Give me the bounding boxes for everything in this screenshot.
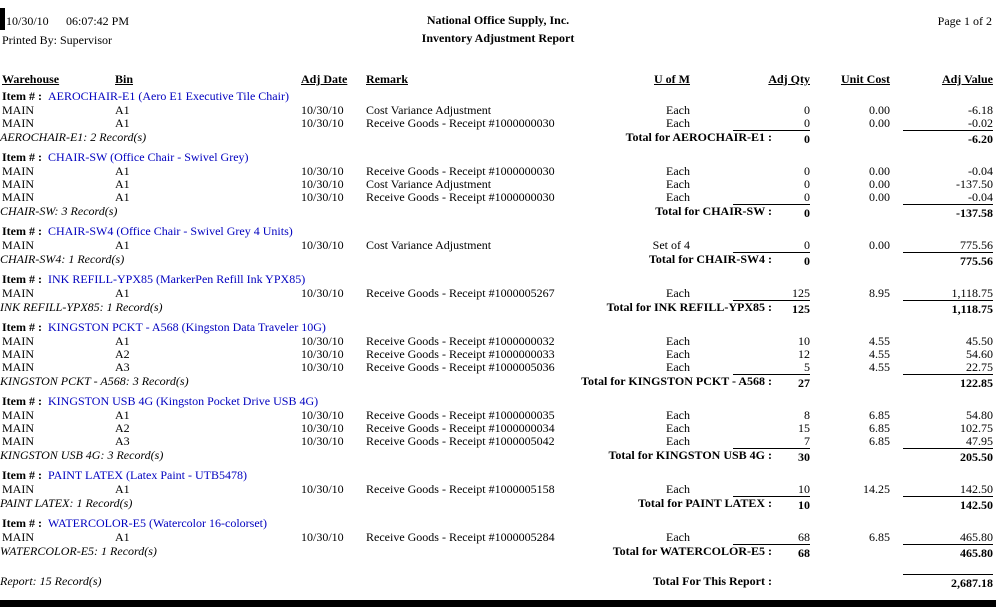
item-number-label: Item # :: [2, 89, 42, 103]
group-total-row: [0, 251, 996, 266]
adj-value-cell: 54.60: [966, 347, 993, 361]
bin-cell: A1: [115, 103, 130, 117]
bin-cell: A1: [115, 286, 130, 300]
report-header: [0, 0, 996, 72]
warehouse-cell: MAIN: [2, 190, 34, 204]
uofm-cell: Each: [666, 360, 690, 374]
item-number-label: Item # :: [2, 394, 42, 408]
adj-date-cell: 10/30/10: [301, 177, 344, 191]
adj-date-cell: 10/30/10: [301, 116, 344, 130]
adj-date-cell: 10/30/10: [301, 164, 344, 178]
bin-cell: A1: [115, 238, 130, 252]
unit-cost-cell: 6.85: [869, 530, 890, 544]
uofm-cell: Each: [666, 530, 690, 544]
group-total-value: 205.50: [903, 448, 993, 465]
adj-qty-cell: 12: [798, 347, 810, 361]
table-row: [0, 177, 996, 190]
uofm-cell: Set of 4: [652, 238, 690, 252]
item-number-label: Item # :: [2, 224, 42, 238]
adj-qty-cell: 0: [804, 116, 810, 130]
item-link[interactable]: CHAIR-SW4 (Office Chair - Swivel Grey 4 Units): [48, 224, 293, 238]
adj-qty-cell: 15: [798, 421, 810, 435]
group-record-count: AEROCHAIR-E1: 2 Record(s): [0, 130, 147, 144]
group-total-label: Total for KINGSTON USB 4G :: [608, 448, 772, 462]
warehouse-cell: MAIN: [2, 347, 34, 361]
remark-cell: Receive Goods - Receipt #1000005267: [366, 286, 555, 300]
remark-cell: Cost Variance Adjustment: [366, 238, 492, 252]
report-date: 10/30/10: [6, 14, 49, 28]
item-header-row: [0, 224, 996, 238]
group-record-count: PAINT LATEX: 1 Record(s): [0, 496, 133, 510]
uofm-cell: Each: [666, 286, 690, 300]
unit-cost-cell: 8.95: [869, 286, 890, 300]
item-number-label: Item # :: [2, 320, 42, 334]
group-total-label: Total for WATERCOLOR-E5 :: [612, 544, 772, 558]
col-uofm: U of M: [654, 72, 690, 86]
uofm-cell: Each: [666, 434, 690, 448]
group-total-label: Total for INK REFILL-YPX85 :: [606, 300, 772, 314]
group-total-value: -137.58: [903, 204, 993, 221]
unit-cost-cell: 4.55: [869, 347, 890, 361]
adj-date-cell: 10/30/10: [301, 286, 344, 300]
table-row: [0, 408, 996, 421]
bin-cell: A3: [115, 360, 130, 374]
group-total-value: -6.20: [903, 130, 993, 147]
bin-cell: A1: [115, 164, 130, 178]
warehouse-cell: MAIN: [2, 421, 34, 435]
col-adj-value: Adj Value: [941, 72, 993, 86]
bin-cell: A1: [115, 190, 130, 204]
report-time: 06:07:42 PM: [66, 14, 130, 28]
group-total-label: Total for CHAIR-SW4 :: [648, 252, 772, 266]
report-title: Inventory Adjustment Report: [421, 31, 575, 45]
group-total-label: Total for AEROCHAIR-E1 :: [625, 130, 772, 144]
group-total-row: [0, 373, 996, 388]
item-link[interactable]: KINGSTON PCKT - A568 (Kingston Data Traveler 10G): [48, 320, 326, 334]
group-total-qty: 125: [733, 300, 810, 317]
unit-cost-cell: 0.00: [869, 190, 890, 204]
warehouse-cell: MAIN: [2, 334, 34, 348]
report-record-count: Report: 15 Record(s): [0, 574, 102, 588]
warehouse-cell: MAIN: [2, 164, 34, 178]
warehouse-cell: MAIN: [2, 238, 34, 252]
col-bin: Bin: [115, 72, 134, 86]
item-header-row: [0, 468, 996, 482]
adj-value-cell: 142.50: [960, 482, 993, 496]
adj-date-cell: 10/30/10: [301, 530, 344, 544]
adj-qty-cell: 7: [804, 434, 810, 448]
uofm-cell: Each: [666, 334, 690, 348]
remark-cell: Receive Goods - Receipt #1000005036: [366, 360, 555, 374]
adj-value-cell: -137.50: [956, 177, 993, 191]
unit-cost-cell: 0.00: [869, 103, 890, 117]
adj-date-cell: 10/30/10: [301, 347, 344, 361]
adj-value-cell: 54.80: [966, 408, 993, 422]
item-group: [0, 468, 996, 510]
item-header-row: [0, 89, 996, 103]
uofm-cell: Each: [666, 347, 690, 361]
printed-by: Printed By: Supervisor: [2, 33, 112, 47]
item-link[interactable]: CHAIR-SW (Office Chair - Swivel Grey): [48, 150, 249, 164]
unit-cost-cell: 0.00: [869, 164, 890, 178]
col-warehouse: Warehouse: [2, 72, 60, 86]
col-remark: Remark: [366, 72, 408, 86]
group-total-row: [0, 203, 996, 218]
item-group: [0, 89, 996, 144]
unit-cost-cell: 4.55: [869, 334, 890, 348]
unit-cost-cell: 0.00: [869, 238, 890, 252]
item-header-row: [0, 320, 996, 334]
adj-value-cell: 45.50: [966, 334, 993, 348]
group-total-qty: 68: [733, 544, 810, 561]
uofm-cell: Each: [666, 408, 690, 422]
warehouse-cell: MAIN: [2, 116, 34, 130]
item-number-label: Item # :: [2, 516, 42, 530]
group-total-qty: 0: [733, 204, 810, 221]
table-row: [0, 334, 996, 347]
remark-cell: Receive Goods - Receipt #1000000030: [366, 116, 555, 130]
group-total-qty: 27: [733, 374, 810, 391]
remark-cell: Receive Goods - Receipt #1000000030: [366, 164, 555, 178]
remark-cell: Cost Variance Adjustment: [366, 177, 492, 191]
remark-cell: Receive Goods - Receipt #1000000034: [366, 421, 555, 435]
bin-cell: A1: [115, 116, 130, 130]
unit-cost-cell: 6.85: [869, 408, 890, 422]
unit-cost-cell: 0.00: [869, 116, 890, 130]
table-row: [0, 421, 996, 434]
group-record-count: WATERCOLOR-E5: 1 Record(s): [0, 544, 157, 558]
warehouse-cell: MAIN: [2, 103, 34, 117]
adj-value-cell: 47.95: [966, 434, 993, 448]
group-record-count: KINGSTON PCKT - A568: 3 Record(s): [0, 374, 189, 388]
remark-cell: Receive Goods - Receipt #1000005284: [366, 530, 555, 544]
bin-cell: A1: [115, 177, 130, 191]
item-group: [0, 272, 996, 314]
uofm-cell: Each: [666, 482, 690, 496]
group-total-label: Total for CHAIR-SW :: [655, 204, 772, 218]
uofm-cell: Each: [666, 177, 690, 191]
adj-date-cell: 10/30/10: [301, 103, 344, 117]
adj-qty-cell: 125: [792, 286, 810, 300]
unit-cost-cell: 4.55: [869, 360, 890, 374]
remark-cell: Receive Goods - Receipt #1000000030: [366, 190, 555, 204]
adj-value-cell: 1,118.75: [951, 286, 993, 300]
warehouse-cell: MAIN: [2, 360, 34, 374]
adj-date-cell: 10/30/10: [301, 334, 344, 348]
column-header-row: [0, 72, 996, 89]
unit-cost-cell: 6.85: [869, 434, 890, 448]
group-total-value: 142.50: [903, 496, 993, 513]
uofm-cell: Each: [666, 116, 690, 130]
adj-date-cell: 10/30/10: [301, 421, 344, 435]
table-row: [0, 190, 996, 203]
col-unit-cost: Unit Cost: [840, 72, 890, 86]
unit-cost-cell: 6.85: [869, 421, 890, 435]
group-total-value: 465.80: [903, 544, 993, 561]
window-edge-bar: [0, 600, 996, 607]
adj-qty-cell: 10: [798, 482, 810, 496]
item-header-row: [0, 150, 996, 164]
remark-cell: Receive Goods - Receipt #1000005042: [366, 434, 555, 448]
adj-value-cell: 775.56: [960, 238, 993, 252]
adj-date-cell: 10/30/10: [301, 238, 344, 252]
company-name: National Office Supply, Inc.: [426, 13, 570, 27]
adj-value-cell: 22.75: [966, 360, 993, 374]
window-edge-corner: [0, 8, 5, 30]
group-total-value: 122.85: [903, 374, 993, 391]
adj-qty-cell: 10: [798, 334, 810, 348]
adj-date-cell: 10/30/10: [301, 482, 344, 496]
group-total-label: Total for KINGSTON PCKT - A568 :: [581, 374, 772, 388]
item-group: [0, 320, 996, 388]
bin-cell: A1: [115, 334, 130, 348]
group-record-count: KINGSTON USB 4G: 3 Record(s): [0, 448, 164, 462]
group-total-row: [0, 543, 996, 558]
remark-cell: Receive Goods - Receipt #1000000033: [366, 347, 555, 361]
warehouse-cell: MAIN: [2, 482, 34, 496]
table-row: [0, 482, 996, 495]
warehouse-cell: MAIN: [2, 434, 34, 448]
warehouse-cell: MAIN: [2, 177, 34, 191]
adj-date-cell: 10/30/10: [301, 190, 344, 204]
item-link[interactable]: INK REFILL-YPX85 (MarkerPen Refill Ink YPX85): [48, 272, 306, 286]
table-row: [0, 347, 996, 360]
group-total-row: [0, 447, 996, 462]
bin-cell: A1: [115, 482, 130, 496]
item-link[interactable]: KINGSTON USB 4G (Kingston Pocket Drive USB 4G): [48, 394, 319, 408]
bin-cell: A2: [115, 421, 130, 435]
adj-qty-cell: 8: [804, 408, 810, 422]
remark-cell: Receive Goods - Receipt #1000000035: [366, 408, 555, 422]
item-link[interactable]: AEROCHAIR-E1 (Aero E1 Executive Tile Chair): [48, 89, 289, 103]
table-row: [0, 238, 996, 251]
adj-date-cell: 10/30/10: [301, 360, 344, 374]
item-header-row: [0, 516, 996, 530]
remark-cell: Receive Goods - Receipt #1000005158: [366, 482, 555, 496]
adj-qty-cell: 0: [804, 164, 810, 178]
table-row: [0, 116, 996, 129]
adj-value-cell: 465.80: [960, 530, 993, 544]
table-row: [0, 360, 996, 373]
group-total-qty: 10: [733, 496, 810, 513]
report-footer-row: [0, 572, 996, 590]
group-total-row: [0, 495, 996, 510]
adj-value-cell: -0.04: [968, 190, 993, 204]
table-row: [0, 434, 996, 447]
item-header-row: [0, 272, 996, 286]
uofm-cell: Each: [666, 421, 690, 435]
adj-qty-cell: 0: [804, 190, 810, 204]
unit-cost-cell: 14.25: [863, 482, 890, 496]
uofm-cell: Each: [666, 190, 690, 204]
adj-qty-cell: 0: [804, 238, 810, 252]
group-record-count: CHAIR-SW: 3 Record(s): [0, 204, 118, 218]
adj-value-cell: -0.04: [968, 164, 993, 178]
warehouse-cell: MAIN: [2, 286, 34, 300]
group-total-row: [0, 299, 996, 314]
bin-cell: A3: [115, 434, 130, 448]
uofm-cell: Each: [666, 103, 690, 117]
item-group: [0, 224, 996, 266]
item-header-row: [0, 394, 996, 408]
item-link[interactable]: WATERCOLOR-E5 (Watercolor 16-colorset): [48, 516, 267, 530]
group-total-value: 1,118.75: [903, 300, 993, 317]
group-record-count: CHAIR-SW4: 1 Record(s): [0, 252, 125, 266]
group-total-label: Total for PAINT LATEX :: [637, 496, 772, 510]
group-total-row: [0, 129, 996, 144]
table-row: [0, 164, 996, 177]
table-row: [0, 103, 996, 116]
adj-value-cell: -0.02: [968, 116, 993, 130]
item-number-label: Item # :: [2, 468, 42, 482]
report-total-value: 2,687.18: [903, 574, 993, 591]
report-total-label: Total For This Report :: [652, 574, 772, 588]
remark-cell: Receive Goods - Receipt #1000000032: [366, 334, 555, 348]
item-link[interactable]: PAINT LATEX (Latex Paint - UTB5478): [48, 468, 247, 482]
remark-cell: Cost Variance Adjustment: [366, 103, 492, 117]
adj-date-cell: 10/30/10: [301, 408, 344, 422]
table-row: [0, 530, 996, 543]
adj-qty-cell: 0: [804, 177, 810, 191]
group-total-qty: 30: [733, 448, 810, 465]
col-adj-date: Adj Date: [301, 72, 348, 86]
group-total-qty: 0: [733, 252, 810, 269]
group-record-count: INK REFILL-YPX85: 1 Record(s): [0, 300, 163, 314]
item-number-label: Item # :: [2, 150, 42, 164]
group-total-value: 775.56: [903, 252, 993, 269]
adj-value-cell: -6.18: [968, 103, 993, 117]
item-group: [0, 150, 996, 218]
bin-cell: A2: [115, 347, 130, 361]
adj-value-cell: 102.75: [960, 421, 993, 435]
adj-date-cell: 10/30/10: [301, 434, 344, 448]
page-number: Page 1 of 2: [937, 14, 992, 28]
warehouse-cell: MAIN: [2, 530, 34, 544]
item-group: [0, 394, 996, 462]
col-adj-qty: Adj Qty: [768, 72, 810, 86]
bin-cell: A1: [115, 530, 130, 544]
group-total-qty: 0: [733, 130, 810, 147]
uofm-cell: Each: [666, 164, 690, 178]
bin-cell: A1: [115, 408, 130, 422]
warehouse-cell: MAIN: [2, 408, 34, 422]
adj-qty-cell: 0: [804, 103, 810, 117]
item-number-label: Item # :: [2, 272, 42, 286]
item-group: [0, 516, 996, 558]
adj-qty-cell: 68: [798, 530, 810, 544]
adj-qty-cell: 5: [804, 360, 810, 374]
unit-cost-cell: 0.00: [869, 177, 890, 191]
table-row: [0, 286, 996, 299]
